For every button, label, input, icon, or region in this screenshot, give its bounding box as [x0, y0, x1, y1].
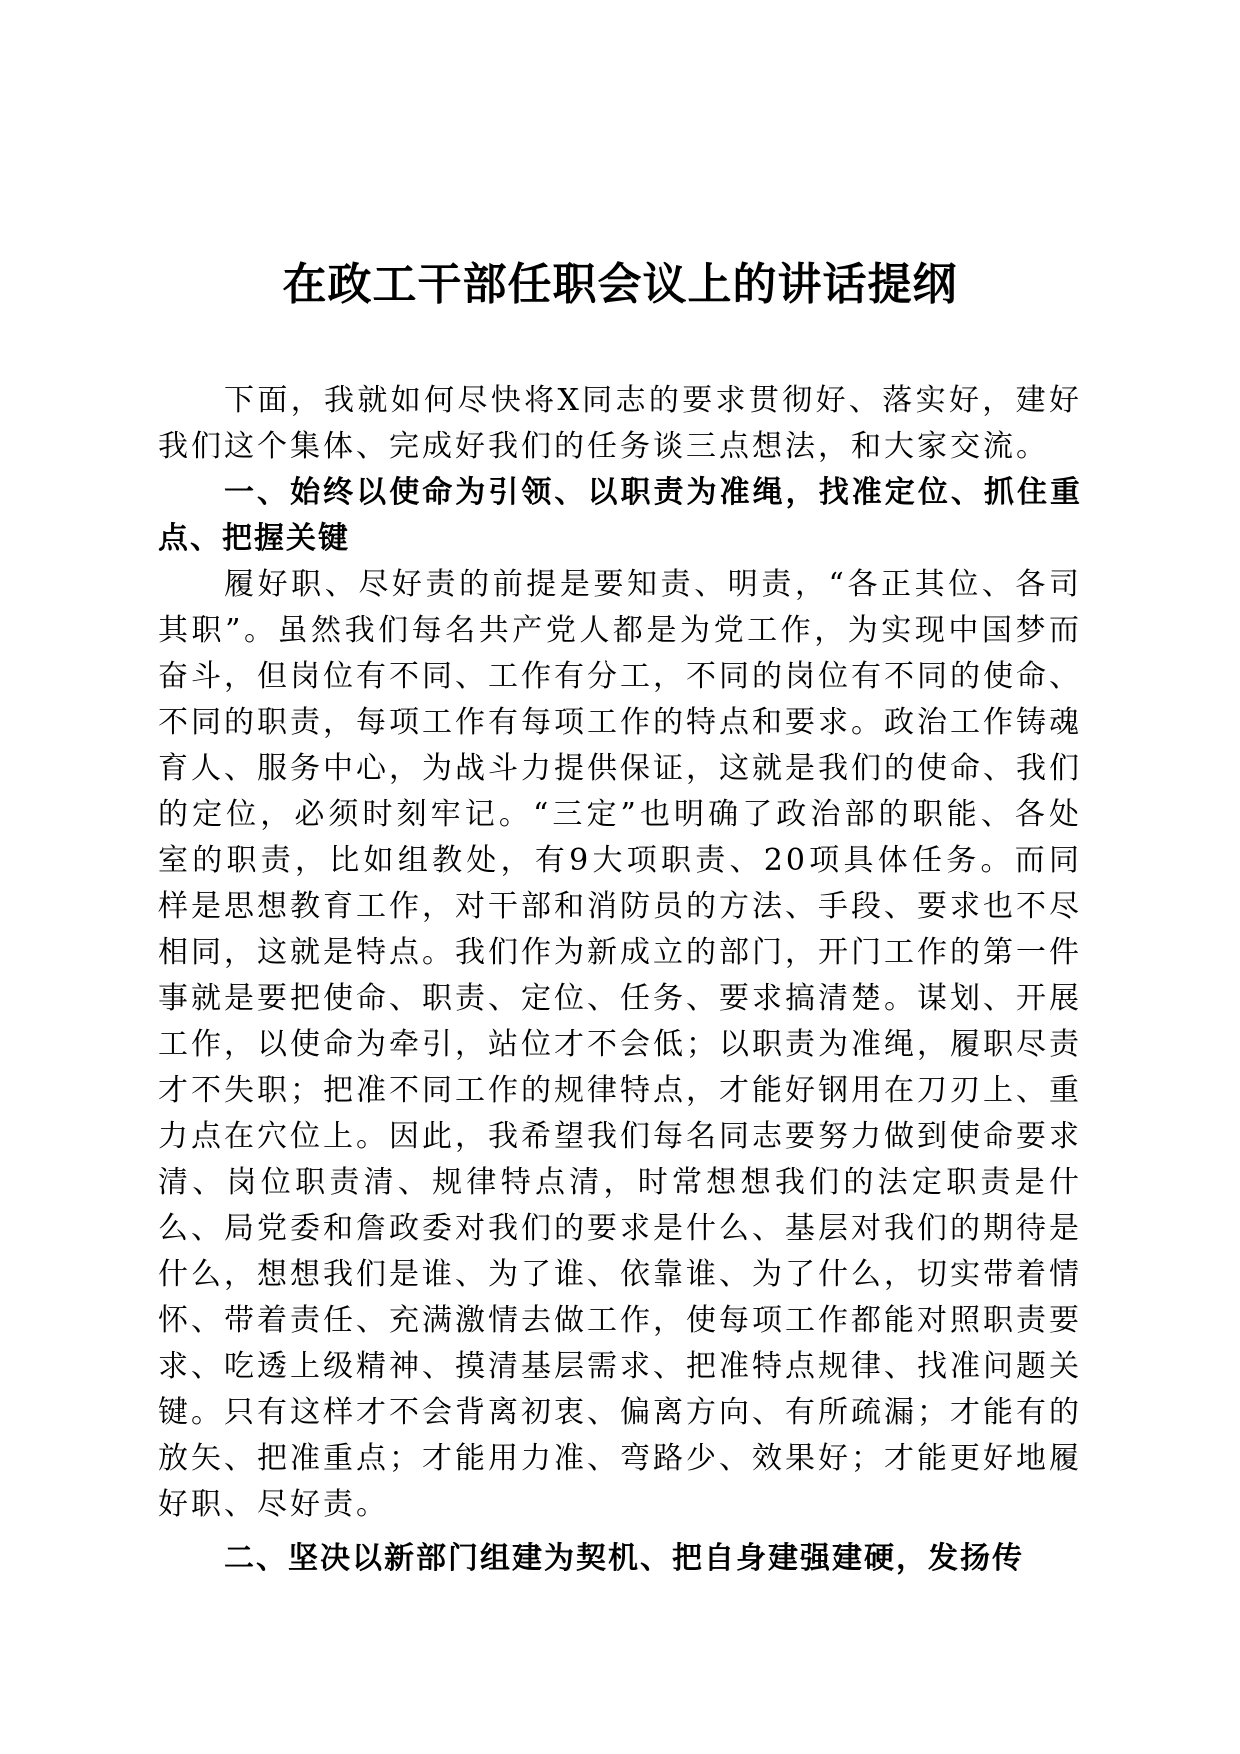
intro-paragraph: 下面，我就如何尽快将X同志的要求贯彻好、落实好，建好我们这个集体、完成好我们的任务谈三点想法，和大家交流。 — [158, 383, 1082, 464]
document-page — [158, 0, 1082, 1754]
document-title: 在政工干部任职会议上的讲话提纲 — [282, 259, 958, 310]
document-body — [158, 378, 1082, 1582]
section-2-heading: 二、坚决以新部门组建为契机、把自身建强建硬，发扬传 — [224, 1541, 1024, 1576]
section-1-paragraph: 履好职、尽好责的前提是要知责、明责，“各正其位、各司其职”。虽然我们每名共产党人都是为党工作，为实现中国梦而奋斗，但岗位有不同、工作有分工，不同的岗位有不同的使命、不同的职责，每项工作有每项工作的特点和要求。政治工作铸魂育人、服务中心，为战斗力提供保证，这就是我们的使命、我们的定位，必须时刻牢记。“三定”也明确了政治部的职能、各处室的职责，比如组教处，有9大项职责、20项具体任务。而同样是思想教育工作，对干部和消防员的方法、手段、要求也不尽相同，这就是特点。我们作为新成立的部门，开门工作的第一件事就是要把使命、职责、定位、任务、要求搞清楚。谋划、开展工作，以使命为牵引，站位才不会低；以职责为准绳，履职尽责才不失职；把准不同工作的规律特点，才能好钢用在刀刃上、重力点在穴位上。因此，我希望我们每名同志要努力做到使命要求清、岗位职责清、规律特点清，时常想想我们的法定职责是什么、局党委和詹政委对我们的要求是什么、基层对我们的期待是什么，想想我们是谁、为了谁、依靠谁、为了什么，切实带着情怀、带着责任、充满激情去做工作，使每项工作都能对照职责要求、吃透上级精神、摸清基层需求、把准特点规律、找准问题关键。只有这样才不会背离初衷、偏离方向、有所疏漏；才能有的放矢、把准重点；才能用力准、弯路少、效果好；才能更好地履好职、尽好责。 — [158, 567, 1082, 1522]
section-1-heading: 一、始终以使命为引领、以职责为准绳，找准定位、抓住重点、把握关键 — [158, 475, 1082, 556]
